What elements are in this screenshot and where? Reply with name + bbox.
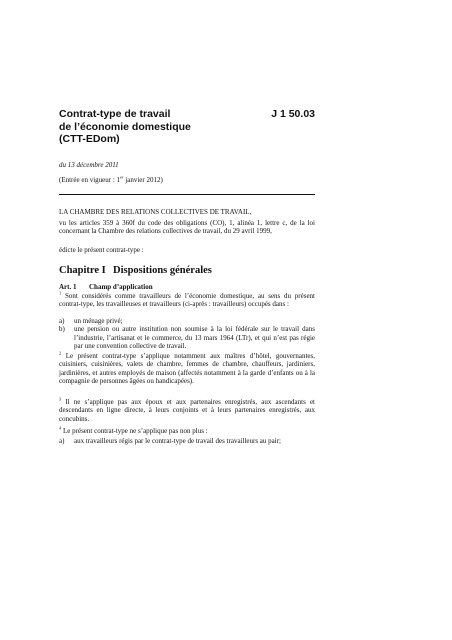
- document-title-line-1: Contrat-type de travail: [59, 108, 171, 120]
- paragraph-2: [59, 352, 315, 386]
- paragraph-4: [59, 427, 315, 435]
- chapter-number: Chapitre I: [59, 265, 106, 276]
- preamble-enactment: édicte le présent contrat-type :: [59, 246, 144, 254]
- paragraph-text: Le présent contrat-type ne s’applique pas non plus :: [61, 427, 208, 435]
- paragraph-3: [59, 398, 315, 423]
- paragraph-number: 2: [59, 350, 62, 356]
- list-item-text: une pension ou autre institution non soumise à la loi fédérale sur le travail dans l’industrie, l’artisanat et le commerce, du 13 mars 1964 (LTr), et qui n’est pas régie par une convention collective de travail.: [74, 325, 315, 351]
- article-number: Art. 1: [59, 283, 77, 291]
- document-code: J 1 50.03: [271, 108, 315, 120]
- list-item-mark: a): [59, 437, 65, 445]
- document-header: [59, 108, 315, 146]
- preamble-legal-basis: vu les articles 359 à 360f du code des obligations (CO), 1, alinéa 1, lettre c, de la loi concernant la Chambre des relations collectives de travail, du 29 avril 1999,: [59, 219, 315, 236]
- list-item: [59, 317, 315, 325]
- article-title: Champ d’application: [89, 283, 153, 291]
- document-title-line-3: (CTT-EDom): [59, 133, 120, 145]
- list-item-mark: b): [59, 325, 65, 334]
- document-title-line-2: de l’économie domestique: [59, 120, 191, 133]
- paragraph-4-list: [59, 437, 315, 445]
- list-item: [59, 325, 315, 350]
- paragraph-number: 3: [59, 396, 62, 402]
- paragraph-number: 4: [59, 425, 62, 431]
- paragraph-text: Le présent contrat-type s’applique notamment aux maîtres d’hôtel, gouvernantes, cuisiniers, cuisinières, valets de chambre, femmes de chambre, chauffeurs, jardiniers, jardinières, et autres employés de maison (affectés notamment à la garde d’enfants ou à la compagnie de personnes âgées ou handicapées).: [59, 352, 315, 386]
- document-date: du 13 décembre 2011: [59, 161, 119, 169]
- list-item-mark: a): [59, 317, 65, 325]
- article-heading: [59, 283, 153, 291]
- entry-into-force: [59, 176, 163, 184]
- chapter-title: Dispositions générales: [113, 265, 212, 276]
- list-item: [59, 437, 315, 445]
- list-item-text: un ménage privé;: [74, 317, 123, 325]
- entry-superscript: er: [120, 174, 124, 180]
- entry-suffix: janvier 2012): [123, 176, 163, 184]
- paragraph-1: [59, 292, 315, 309]
- chapter-heading: [59, 265, 212, 276]
- preamble-authority: LA CHAMBRE DES RELATIONS COLLECTIVES DE TRAVAIL,: [59, 208, 252, 216]
- paragraph-number: 1: [59, 290, 62, 296]
- paragraph-text: Il ne s’applique pas aux époux et aux partenaires enregistrés, aux ascendants et descendants en ligne directe, à leurs conjoints et à leurs partenaires enregistrés, aux concubins.: [59, 398, 315, 423]
- entry-prefix: (Entrée en vigueur : 1: [59, 176, 121, 184]
- separator-rule: [59, 194, 315, 195]
- paragraph-1-list: [59, 317, 315, 351]
- paragraph-text: Sont considérés comme travailleurs de l’économie domestique, au sens du présent contrat-type, les travailleuses et travailleurs (ci-après : travailleurs) occupés dans :: [59, 292, 315, 309]
- list-item-text: aux travailleurs régis par le contrat-type de travail des travailleurs au pair;: [74, 437, 281, 445]
